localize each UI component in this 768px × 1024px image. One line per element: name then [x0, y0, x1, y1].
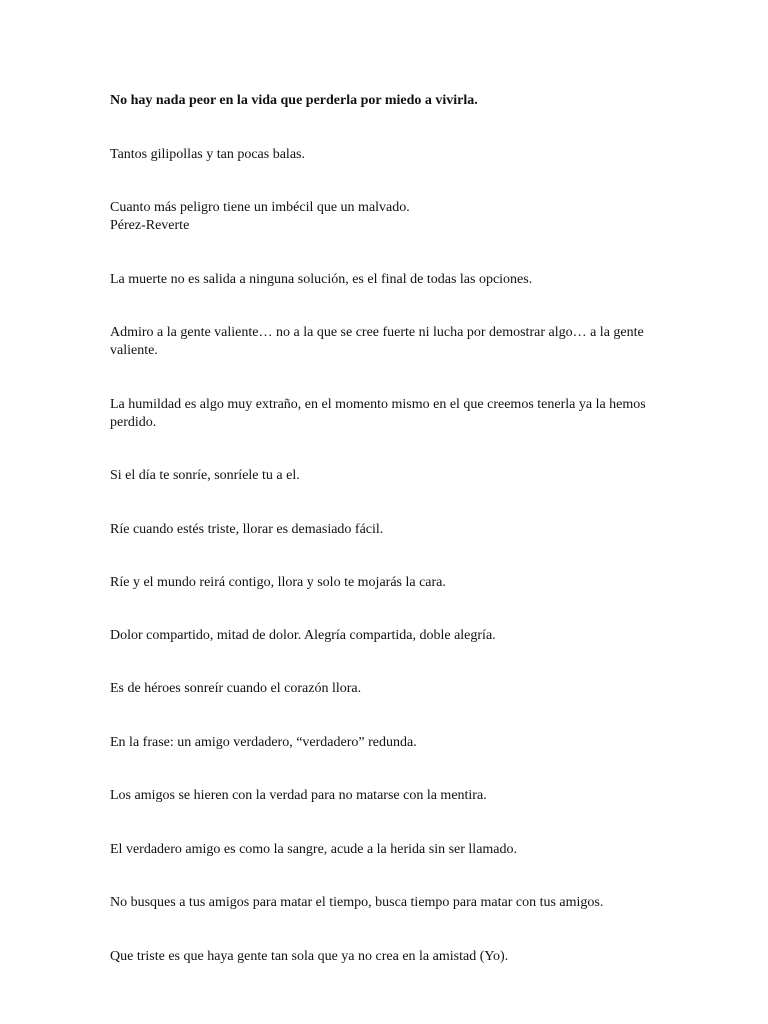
- quote-line: Si el día te sonríe, sonríele tu a el.: [110, 468, 300, 483]
- quote-line: El verdadero amigo es como la sangre, acude a la herida sin ser llamado.: [110, 842, 518, 857]
- quote-line: Que triste es que haya gente tan sola que ya no crea en la amistad (Yo).: [110, 949, 509, 964]
- quote-line: Ríe cuando estés triste, llorar es demasiado fácil.: [110, 522, 384, 537]
- quote-line: Ríe y el mundo reirá contigo, llora y solo te mojarás la cara.: [110, 575, 446, 590]
- quote-author: Pérez-Reverte: [110, 218, 190, 233]
- quote-line: No busques a tus amigos para matar el tiempo, busca tiempo para matar con tus amigos.: [110, 895, 604, 910]
- quote-line: Cuanto más peligro tiene un imbécil que un malvado.: [110, 200, 410, 215]
- quote-line: La humildad es algo muy extraño, en el momento mismo en el que creemos tenerla ya la hemos perdido.: [110, 397, 646, 430]
- quote-line: Admiro a la gente valiente… no a la que se cree fuerte ni lucha por demostrar algo… a la gente valiente.: [110, 325, 644, 358]
- quote-line: Dolor compartido, mitad de dolor. Alegría compartida, doble alegría.: [110, 628, 496, 643]
- quote-line: Los amigos se hieren con la verdad para no matarse con la mentira.: [110, 788, 487, 803]
- quote-line: En la frase: un amigo verdadero, “verdadero” redunda.: [110, 735, 417, 750]
- quote-line: Es de héroes sonreír cuando el corazón llora.: [110, 681, 362, 696]
- quote-line: La muerte no es salida a ninguna solución, es el final de todas las opciones.: [110, 272, 533, 287]
- quote-line: Tantos gilipollas y tan pocas balas.: [110, 147, 305, 162]
- document-heading: No hay nada peor en la vida que perderla por miedo a vivirla.: [110, 93, 478, 108]
